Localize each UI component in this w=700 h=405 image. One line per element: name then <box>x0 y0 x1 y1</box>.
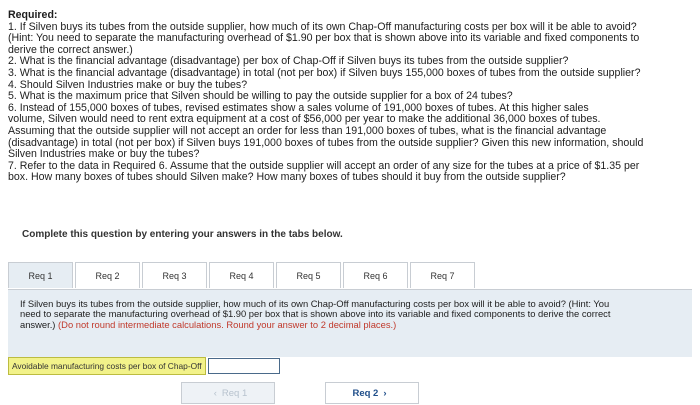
required-line: 4. Should Silven Industries make or buy the tubes? <box>8 78 248 91</box>
required-line: derive the correct answer.) <box>8 43 133 56</box>
req-tabs <box>8 262 480 290</box>
required-line: Silven Industries make or buy the tubes? <box>8 148 200 161</box>
question-text <box>20 299 620 330</box>
required-line: 6. Instead of 155,000 boxes of tubes, revised estimates show a sales volume of 191,000 boxes of tubes. At this higher sales <box>8 101 589 114</box>
tab-req-1[interactable]: Req 1 <box>8 262 73 288</box>
tab-req-5[interactable]: Req 5 <box>276 262 341 288</box>
required-line: volume, Silven would need to rent extra equipment at a cost of $56,000 per year to make the additional 36,000 boxes of tubes. <box>8 113 601 126</box>
answer-label: Avoidable manufacturing costs per box of Chap-Off <box>8 357 206 375</box>
tab-req-4[interactable]: Req 4 <box>209 262 274 288</box>
rounding-note: (Do not round intermediate calculations. Round your answer to 2 decimal places.) <box>58 318 397 330</box>
chevron-right-icon: › <box>383 387 387 399</box>
required-line: 7. Refer to the data in Required 6. Assume that the outside supplier will accept an order of any size for the tubes at a price of $1.35 per <box>8 159 640 172</box>
required-line: 1. If Silven buys its tubes from the outside supplier, how much of its own Chap-Off manufacturing costs per box will it be able to avoid? <box>8 20 637 33</box>
instruction-label: Complete this question by entering your answers in the tabs below. <box>22 229 343 240</box>
required-line: (disadvantage) in total (not per box) if Silven buys 191,000 boxes of tubes from the outside supplier? Given this new information, should <box>8 136 644 149</box>
question-panel <box>8 289 692 357</box>
required-line: 5. What is the maximum price that Silven should be willing to pay the outside supplier for a box of 24 tubes? <box>8 90 513 103</box>
required-line: (Hint: You need to separate the manufacturing overhead of $1.90 per box that is shown above into its variable and fixed components to <box>8 32 640 45</box>
required-line: 3. What is the financial advantage (disadvantage) in total (not per box) if Silven buys 155,000 boxes of tubes from the outside supplier? <box>8 66 641 79</box>
tab-req-3[interactable]: Req 3 <box>142 262 207 288</box>
next-button[interactable] <box>325 382 419 404</box>
answer-row <box>8 357 280 375</box>
tab-req-2[interactable]: Req 2 <box>75 262 140 288</box>
avoidable-cost-input[interactable] <box>208 358 280 374</box>
required-line: Assuming that the outside supplier will not accept an order for less than 191,000 boxes of tubes, what is the financial advantage <box>8 124 607 137</box>
chevron-left-icon: ‹ <box>213 387 217 399</box>
required-heading: Required: <box>8 9 58 21</box>
required-line: box. How many boxes of tubes should Silven make? How many boxes of tubes should it buy from the outside supplier? <box>8 171 566 184</box>
tab-req-6[interactable]: Req 6 <box>343 262 408 288</box>
next-button-label: Req 2 <box>352 387 379 399</box>
prev-button[interactable] <box>181 382 275 404</box>
tab-req-7[interactable]: Req 7 <box>410 262 475 288</box>
question-body: If Silven buys its tubes from the outside supplier, how much of its own Chap-Off manufacturing costs per box will it be able to avoid? (Hint: You need to separate the manufacturing overhead of $1.90 per box that is shown above into its variable and fixed components to derive the correct answer.) <box>20 298 611 330</box>
required-line: 2. What is the financial advantage (disadvantage) per box of Chap-Off if Silven buys its tubes from the outside supplier? <box>8 55 569 68</box>
required-section <box>8 10 694 184</box>
prev-button-label: Req 1 <box>221 387 248 399</box>
